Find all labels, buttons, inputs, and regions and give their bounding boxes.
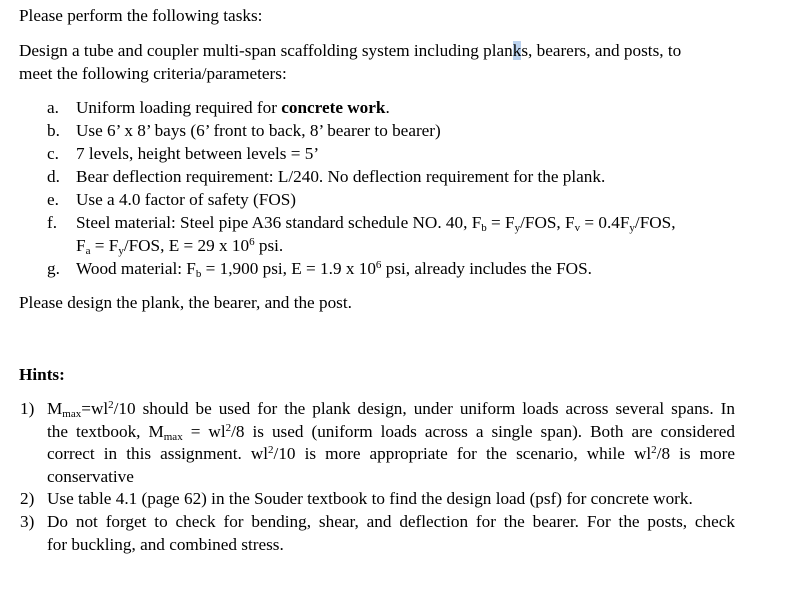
hint-1-number: 1)	[20, 399, 35, 418]
design-line-1: Design a tube and coupler multi-span scaffolding system including planks, bearers, and posts, to	[19, 41, 682, 60]
list-label-f: f.	[47, 213, 58, 232]
text-selection-highlight[interactable]: k	[512, 41, 522, 60]
hint-1-line-1: $M_{max}=wl^2/10$ should be used for the plank design, under uniform loads across several spans. In	[47, 399, 735, 420]
list-item-d: Bear deflection requirement: L/240. No deflection requirement for the plank.	[76, 167, 606, 186]
list-label-d: d.	[47, 167, 60, 186]
hint-1-line-2: the textbook, $M_{max} = wl^2/8$ is used (uniform loads across a single span). Both are considered	[47, 421, 735, 443]
list-item-b: Use 6’ x 8’ bays (6’ front to back, 8’ bearer to bearer)	[76, 121, 441, 140]
hint-2-number: 2)	[20, 489, 35, 508]
list-label-e: e.	[47, 190, 59, 209]
hint-1-line-3: correct in this assignment. $wl^2/10$ is more appropriate for the scenario, while $wl^2/8$ is more	[47, 444, 735, 463]
hint-3-line-2: for buckling, and combined stress.	[47, 534, 284, 554]
design-paragraph	[19, 40, 754, 85]
design-line-2: meet the following criteria/parameters:	[19, 63, 287, 83]
list-item-g: Wood material: $F_b = 1,900$ psi, E = 1.9 x $10^6$ psi, already includes the FOS.	[76, 259, 592, 280]
list-item-e: Use a 4.0 factor of safety (FOS)	[76, 190, 297, 209]
list-label-c: c.	[47, 144, 59, 163]
list-item-c: 7 levels, height between levels = 5’	[76, 144, 320, 163]
hint-1-line-4: conservative	[47, 466, 134, 486]
list-label-a: a.	[47, 98, 59, 117]
list-item-f: Steel material: Steel pipe A36 standard schedule NO. 40, $F_b = F_y/FOS$, $F_v = 0.4F_y/FOS$, $F_a = F_y/FOS$, E = 29 x $10^6$ psi.	[76, 213, 676, 257]
list-label-g: g.	[47, 259, 60, 278]
hints-heading: Hints:	[19, 365, 65, 384]
list-item-a: Uniform loading required for concrete work.	[76, 98, 390, 117]
hint-3-number: 3)	[20, 512, 35, 531]
closing-line: Please design the plank, the bearer, and the post.	[19, 293, 352, 312]
hint-3	[47, 511, 735, 556]
list-label-b: b.	[47, 121, 60, 140]
hint-1	[47, 398, 735, 488]
hint-2: Use table 4.1 (page 62) in the Souder textbook to find the design load (psf) for concrete work.	[47, 489, 693, 508]
hint-3-line-1: Do not forget to check for bending, shear, and deflection for the bearer. For the posts, check	[47, 512, 735, 531]
intro-line: Please perform the following tasks:	[19, 6, 263, 25]
